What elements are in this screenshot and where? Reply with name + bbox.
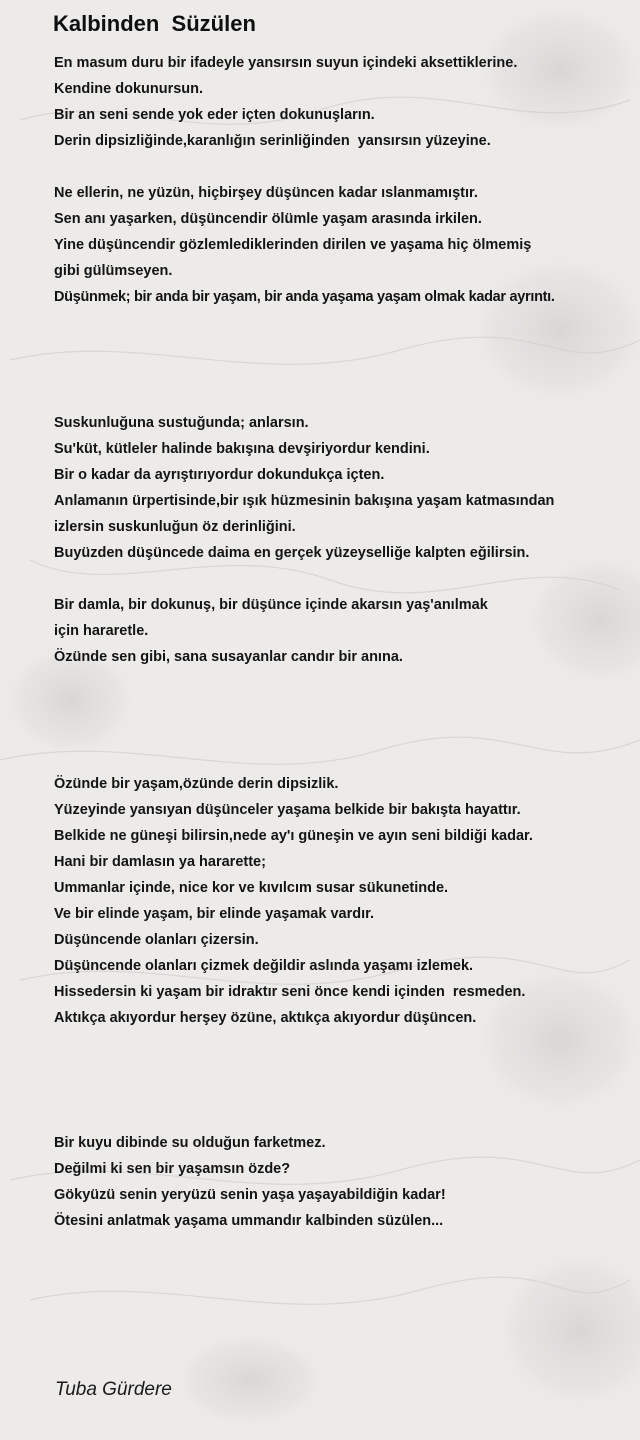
poem-line: Su'küt, kütleler halinde bakışına devşiriyordur kendini.	[54, 441, 430, 457]
stanza-1	[54, 50, 517, 154]
poem-line: için hararetle.	[54, 623, 149, 639]
stanza-3	[54, 410, 554, 566]
poem-title: Kalbinden Süzülen	[53, 11, 256, 36]
poem-line: Düşüncende olanları çizmek değildir aslında yaşamı izlemek.	[54, 958, 474, 974]
poem-line: Bir damla, bir dokunuş, bir düşünce içinde akarsın yaş'anılmak	[54, 597, 488, 613]
poem-line: Bir kuyu dibinde su olduğun farketmez.	[54, 1135, 326, 1151]
poem-line: En masum duru bir ifadeyle yansırsın suyun içindeki aksettiklerine.	[54, 55, 518, 71]
poem-line: Aktıkça akıyordur herşey özüne, aktıkça akıyordur düşüncen.	[54, 1010, 477, 1026]
stanza-6	[54, 1130, 446, 1234]
poem-line: Gökyüzü senin yeryüzü senin yaşa yaşayabildiğin kadar!	[54, 1187, 446, 1203]
poem-line: Bir an seni sende yok eder içten dokunuşların.	[54, 107, 375, 123]
poem-line: Kendine dokunursun.	[54, 81, 204, 97]
stanza-2	[54, 180, 555, 310]
poem-line: Ötesini anlatmak yaşama ummandır kalbinden süzülen...	[54, 1213, 444, 1229]
poem-line: Anlamanın ürpertisinde,bir ışık hüzmesinin bakışına yaşam katmasından	[54, 493, 555, 509]
poem-line: Özünde sen gibi, sana susayanlar candır bir anına.	[54, 649, 403, 665]
poem-line: Düşünmek; bir anda bir yaşam, bir anda yaşama yaşam olmak kadar ayrıntı.	[54, 289, 555, 305]
poem-line: Hani bir damlasın ya hararette;	[54, 854, 266, 870]
author-signature: Tuba Gürdere	[55, 1379, 172, 1400]
poem-line: Ne ellerin, ne yüzün, hiçbirşey düşüncen kadar ıslanmamıştır.	[54, 185, 478, 201]
poem-line: Derin dipsizliğinde,karanlığın serinliğinden yansırsın yüzeyine.	[54, 133, 491, 149]
poem-line: Ve bir elinde yaşam, bir elinde yaşamak vardır.	[54, 906, 374, 922]
poem-line: Hissedersin ki yaşam bir idraktır seni önce kendi içinden resmeden.	[54, 984, 526, 1000]
poem-line: Yine düşüncendir gözlemlediklerinden dirilen ve yaşama hiç ölmemiş	[54, 237, 532, 253]
poem-line: Ummanlar içinde, nice kor ve kıvılcım susar sükunetinde.	[54, 880, 449, 896]
poem-line: Özünde bir yaşam,özünde derin dipsizlik.	[54, 776, 339, 792]
poem-line: Buyüzden düşüncede daima en gerçek yüzeyselliğe kalpten eğilirsin.	[54, 545, 530, 561]
poem-line: Suskunluğuna sustuğunda; anlarsın.	[54, 415, 309, 431]
poem-line: Yüzeyinde yansıyan düşünceler yaşama belkide bir bakışta hayattır.	[54, 802, 521, 818]
poem-line: gibi gülümseyen.	[54, 263, 173, 279]
poem-line: Sen anı yaşarken, düşüncendir ölümle yaşam arasında irkilen.	[54, 211, 482, 227]
stanza-4	[54, 592, 488, 670]
poem-line: izlersin suskunluğun öz derinliğini.	[54, 519, 296, 535]
poem-line: Değilmi ki sen bir yaşamsın özde?	[54, 1161, 291, 1177]
poem-line: Bir o kadar da ayrıştırıyordur dokundukça içten.	[54, 467, 385, 483]
poem-line: Belkide ne güneşi bilirsin,nede ay'ı güneşin ve ayın seni bildiği kadar.	[54, 828, 533, 844]
stanza-5	[54, 771, 533, 1031]
poem-line: Düşüncende olanları çizersin.	[54, 932, 259, 948]
